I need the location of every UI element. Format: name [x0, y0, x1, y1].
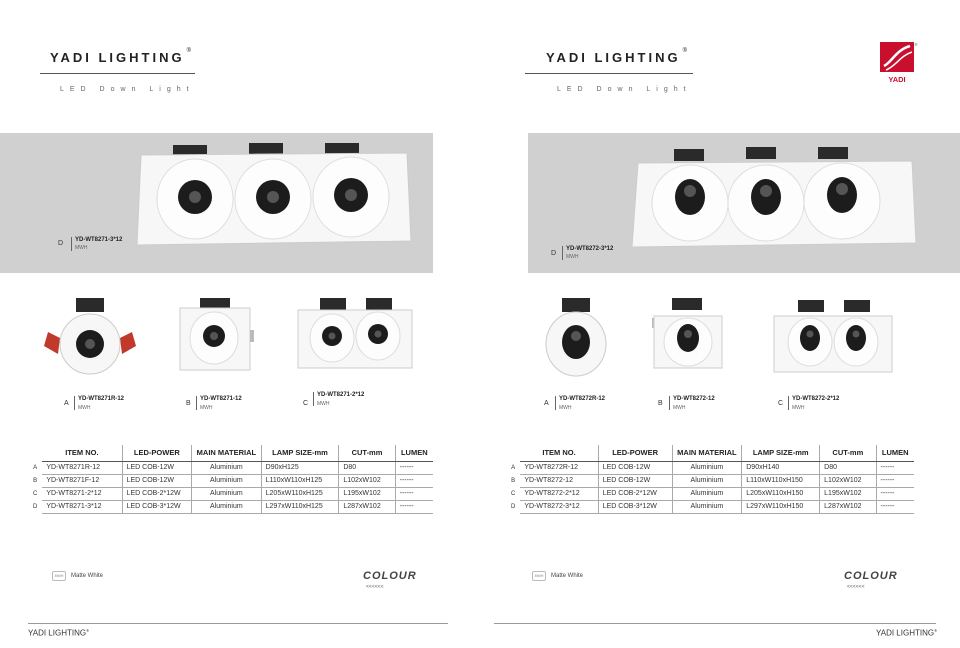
tag-divider: [71, 237, 72, 251]
product-b-letter: B: [658, 400, 663, 407]
matte-white-swatch: MWH: [532, 571, 546, 581]
col-cut: CUT-mm: [820, 445, 876, 461]
footer-rule: [28, 623, 448, 624]
product-c-finish: MWH: [317, 401, 330, 407]
tag-divider: [196, 396, 197, 410]
col-main-material: MAIN MATERIAL: [672, 445, 742, 461]
hero-finish: MWH: [566, 254, 579, 260]
footer-brand: YADI LIGHTING®: [876, 628, 938, 638]
product-a-letter: A: [64, 400, 69, 407]
hero-letter: D: [551, 250, 557, 257]
tag-divider: [74, 396, 75, 410]
logo-text: YADI: [888, 75, 906, 84]
tag-divider: [555, 396, 556, 410]
tag-divider: [788, 396, 789, 410]
hero-banner: [528, 133, 960, 273]
table-header-row: [28, 445, 433, 461]
round-downlight-image: [540, 296, 612, 380]
colour-title: COLOUR: [363, 570, 417, 582]
catalog-page-right: [480, 0, 960, 648]
col-lumen: LUMEN: [876, 445, 914, 461]
swatch-label: Matte White: [551, 573, 584, 579]
spec-table-right: [506, 445, 914, 514]
footer-brand: YADI LIGHTING®: [28, 628, 90, 638]
spec-table-left: [28, 445, 433, 514]
col-item-no: ITEM NO.: [42, 445, 122, 461]
matte-white-swatch: MWH: [52, 571, 66, 581]
double-downlight-image: [294, 296, 416, 376]
footer-rule: [494, 623, 936, 624]
tag-divider: [669, 396, 670, 410]
col-cut: CUT-mm: [339, 445, 395, 461]
product-a-finish: MWH: [559, 405, 572, 411]
col-led-power: LED-POWER: [598, 445, 672, 461]
product-a-model: YD-WT8271R-12: [78, 396, 125, 402]
table-row: B YD-WT8271F-12 LED COB-12W Aluminium L110xW110xH125 L102xW102 ------: [28, 474, 433, 487]
triple-downlight-image: [628, 145, 920, 251]
round-downlight-image: [38, 296, 142, 378]
product-c-model: YD-WT8272-2*12: [792, 396, 840, 402]
brand-underline: [525, 73, 693, 74]
hero-banner: [0, 133, 433, 273]
col-lamp-size: LAMP SIZE-mm: [742, 445, 820, 461]
table-row: C YD-WT8272-2*12 LED COB-2*12W Aluminium L205xW110xH150 L195xW102 ------: [506, 487, 914, 500]
square-downlight-image: [176, 296, 256, 376]
col-led-power: LED-POWER: [122, 445, 192, 461]
table-row: A YD-WT8272R-12 LED COB-12W Aluminium D90xH140 D80 ------: [506, 461, 914, 474]
yadi-logo-icon: [878, 40, 918, 86]
swatch-label: Matte White: [71, 573, 104, 579]
product-b-model: YD-WT8272-12: [673, 396, 715, 402]
brand-title: YADI LIGHTING ®: [50, 47, 192, 65]
table-row: C YD-WT8271-2*12 LED COB-2*12W Aluminium L205xW110xH125 L195xW102 ------: [28, 487, 433, 500]
tag-divider: [562, 246, 563, 260]
col-main-material: MAIN MATERIAL: [192, 445, 262, 461]
table-row: A YD-WT8271R-12 LED COB-12W Aluminium D90xH125 D80 ------: [28, 461, 433, 474]
square-downlight-image: [648, 296, 728, 374]
product-b-model: YD-WT8271-12: [200, 396, 242, 402]
colour-arrows: <<<<<<: [366, 584, 384, 590]
col-item-no: ITEM NO.: [520, 445, 598, 461]
table-row: B YD-WT8272-12 LED COB-12W Aluminium L110xW110xH150 L102xW102 ------: [506, 474, 914, 487]
product-b-finish: MWH: [200, 405, 213, 411]
col-lamp-size: LAMP SIZE-mm: [261, 445, 339, 461]
logo-reg: ®: [914, 42, 918, 47]
table-header-row: [506, 445, 914, 461]
product-c-model: YD-WT8271-2*12: [317, 392, 365, 398]
hero-model: YD-WT8271-3*12: [75, 237, 123, 243]
brand-title: YADI LIGHTING ®: [546, 47, 688, 65]
hero-letter: D: [58, 240, 64, 247]
product-a-finish: MWH: [78, 405, 91, 411]
colour-title: COLOUR: [844, 570, 898, 582]
brand-subtitle: LED Down Light: [557, 86, 692, 93]
colour-arrows: <<<<<<: [847, 584, 865, 590]
double-downlight-image: [772, 296, 894, 380]
product-c-letter: C: [303, 400, 309, 407]
product-b-finish: MWH: [673, 405, 686, 411]
triple-downlight-image: [135, 141, 415, 247]
product-a-letter: A: [544, 400, 549, 407]
brand-subtitle: LED Down Light: [60, 86, 195, 93]
tag-divider: [313, 392, 314, 406]
product-b-letter: B: [186, 400, 191, 407]
hero-model: YD-WT8272-3*12: [566, 246, 614, 252]
product-c-letter: C: [778, 400, 784, 407]
table-row: D YD-WT8271-3*12 LED COB-3*12W Aluminium L297xW110xH125 L287xW102 ------: [28, 500, 433, 513]
hero-finish: MWH: [75, 245, 88, 251]
col-lumen: LUMEN: [395, 445, 433, 461]
product-c-finish: MWH: [792, 405, 805, 411]
brand-underline: [40, 73, 195, 74]
product-a-model: YD-WT8272R-12: [559, 396, 606, 402]
table-row: D YD-WT8272-3*12 LED COB-3*12W Aluminium L297xW110xH150 L287xW102 ------: [506, 500, 914, 513]
